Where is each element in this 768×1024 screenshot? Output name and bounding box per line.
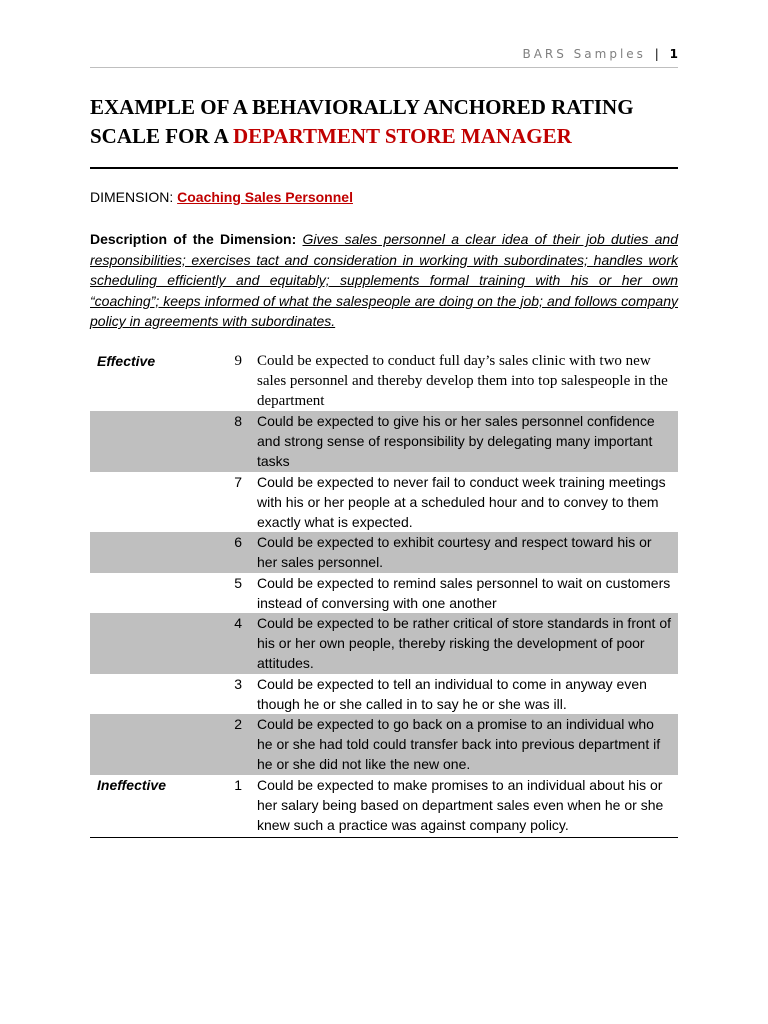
scale-row (90, 573, 678, 613)
scale-row (90, 775, 678, 838)
scale-behavior: Could be expected to give his or her sales personnel confidence and strong sense of responsibility by delegating many important tasks (257, 411, 678, 472)
scale-behavior: Could be expected to go back on a promise to an individual who he or she had told could transfer back into previous department if he or she did not like the new one. (257, 714, 678, 775)
scale-behavior: Could be expected to conduct full day’s sales clinic with two new sales personnel and thereby develop them into top salespeople in the department (257, 353, 668, 409)
scale-anchor: Effective (97, 353, 156, 369)
scale-score: 4 (209, 613, 257, 674)
scale-row (90, 613, 678, 674)
scale-behavior: Could be expected to make promises to an individual about his or her salary being based on department sales even when he or she knew such a practice was against company policy. (257, 775, 678, 838)
title-rule (90, 167, 678, 169)
document-title (90, 93, 680, 151)
scale-row (90, 411, 678, 472)
scale-behavior: Could be expected to never fail to conduct week training meetings with his or her people at a scheduled hour and to convey to them exactly what is expected. (257, 473, 666, 531)
scale-anchor (90, 674, 209, 714)
scale-anchor (90, 411, 209, 472)
scale-behavior: Could be expected to remind sales personnel to wait on customers instead of conversing with one another (257, 574, 671, 611)
title-highlight: DEPARTMENT STORE MANAGER (232, 124, 572, 148)
dimension-description: Description of the Dimension: Gives sales personnel a clear idea of their job duties and responsibilities; exercises tact and consideration in working with subordinates; handles work scheduling efficiently and equitably; supplements formal training with his or her own “coaching”; keeps informed of what the salespeople are doing on the job; and follows company policy in agreements with subordinates. (90, 231, 678, 329)
scale-anchor (90, 714, 209, 775)
page-header (522, 47, 678, 61)
scale-score: 7 (234, 473, 242, 490)
scale-anchor (90, 472, 209, 533)
scale-behavior: Could be expected to tell an individual to come in anyway even though he or she called in to say he or she was ill. (257, 675, 647, 712)
scale-row (90, 348, 678, 411)
rating-scale-table (90, 348, 678, 838)
scale-score: 1 (209, 775, 257, 838)
page-number: 1 (669, 47, 678, 61)
scale-anchor (90, 573, 209, 613)
scale-row (90, 532, 678, 572)
scale-score: 9 (234, 353, 242, 369)
scale-score: 5 (234, 574, 242, 591)
scale-anchor (90, 613, 209, 674)
header-separator: | (654, 47, 659, 61)
scale-score: 3 (234, 675, 242, 692)
header-rule (90, 67, 678, 68)
scale-row (90, 674, 678, 714)
title-prefix: EXAMPLE OF A BEHAVIORALLY ANCHORED RATING SCALE FOR A (90, 95, 634, 148)
description-label: Description of the Dimension (90, 231, 292, 247)
dimension-value: Coaching Sales Personnel (177, 189, 353, 205)
description-text: Gives sales personnel a clear idea of their job duties and responsibilities; exercises tact and consideration in working with subordinates; handles work scheduling efficiently and equitably; supplements formal training with his or her own “coaching”; keeps informed of what the salespeople are doing on the job; and follows company policy in agreements with subordinates. (90, 231, 678, 329)
scale-row (90, 714, 678, 775)
dimension-line (90, 189, 353, 205)
scale-anchor (90, 532, 209, 572)
scale-row (90, 472, 678, 533)
scale-anchor: Ineffective (90, 775, 209, 838)
scale-behavior: Could be expected to exhibit courtesy and respect toward his or her sales personnel. (257, 532, 678, 572)
header-label: BARS Samples (522, 47, 646, 61)
dimension-label: DIMENSION: (90, 189, 174, 205)
scale-score: 6 (209, 532, 257, 572)
scale-behavior: Could be expected to be rather critical of store standards in front of his or her own people, thereby risking the development of poor attitudes. (257, 613, 678, 674)
scale-score: 8 (209, 411, 257, 472)
scale-score: 2 (209, 714, 257, 775)
